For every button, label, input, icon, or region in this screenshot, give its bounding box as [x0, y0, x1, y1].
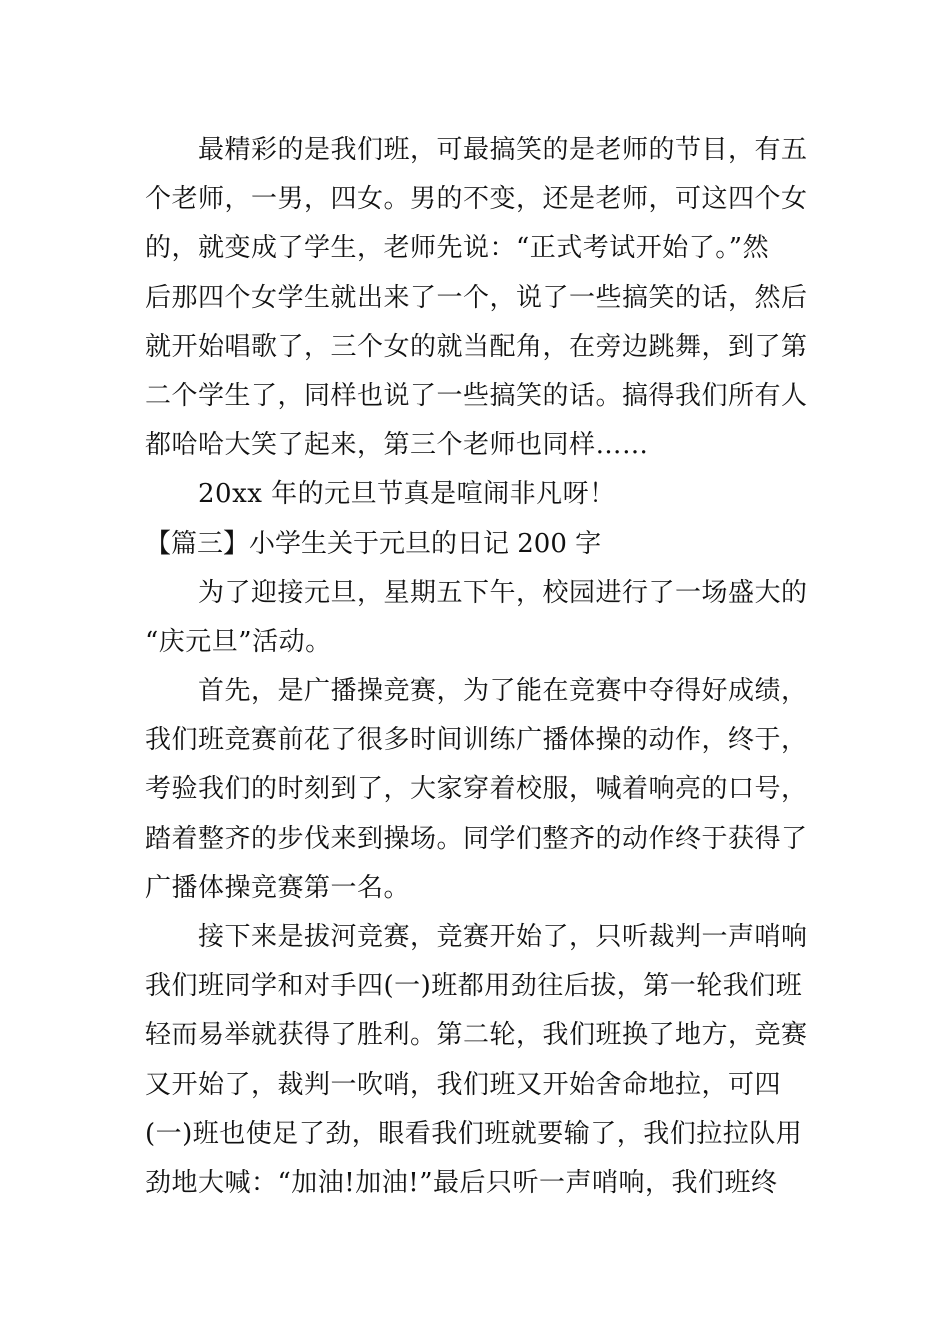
- text-line: 的，就变成了学生，老师先说：“正式考试开始了。”然: [145, 233, 770, 264]
- text-line: (一)班也使足了劲，眼看我们班就要输了，我们拉拉队用: [145, 1118, 803, 1149]
- text-line: 考验我们的时刻到了，大家穿着校服，喊着响亮的口号，: [145, 774, 808, 805]
- text-line: 劲地大喊：“加油!加油!”最后只听一声哨响，我们班终: [145, 1167, 778, 1198]
- text-line: 广播体操竞赛第一名。: [145, 872, 411, 903]
- text-line: 轻而易举就获得了胜利。第二轮，我们班换了地方，竞赛: [145, 1020, 808, 1051]
- text-line: 就开始唱歌了，三个女的就当配角，在旁边跳舞，到了第: [145, 331, 808, 362]
- text-line: 为了迎接元旦，星期五下午，校园进行了一场盛大的: [198, 577, 808, 608]
- text-line: 最精彩的是我们班，可最搞笑的是老师的节目，有五: [198, 135, 808, 165]
- text-line: “庆元旦”活动。: [145, 626, 332, 657]
- document-body: [145, 126, 807, 1208]
- text-line: 个老师，一男，四女。男的不变，还是老师，可这四个女: [145, 184, 808, 215]
- section-heading: 【篇三】小学生关于元旦的日记 200 字: [145, 528, 602, 559]
- text-line: 我们班竞赛前花了很多时间训练广播体操的动作，终于，: [145, 725, 808, 756]
- text-line: 都哈哈大笑了起来，第三个老师也同样……: [145, 430, 649, 461]
- text-line: 二个学生了，同样也说了一些搞笑的话。搞得我们所有人: [145, 380, 808, 411]
- text-line: 后那四个女学生就出来了一个，说了一些搞笑的话，然后: [145, 282, 808, 313]
- text-line: 接下来是拔河竞赛，竞赛开始了，只听裁判一声哨响: [198, 922, 808, 952]
- text-line: 20xx 年的元旦节真是喧闹非凡呀！: [198, 479, 616, 510]
- text-line: 又开始了，裁判一吹哨，我们班又开始舍命地拉，可四: [145, 1069, 782, 1100]
- text-line: 踏着整齐的步伐来到操场。同学们整齐的动作终于获得了: [145, 823, 808, 854]
- text-line: 我们班同学和对手四(一)班都用劲往后拔，第一轮我们班: [145, 971, 803, 1002]
- text-line: 首先，是广播操竞赛，为了能在竞赛中夺得好成绩，: [198, 676, 808, 707]
